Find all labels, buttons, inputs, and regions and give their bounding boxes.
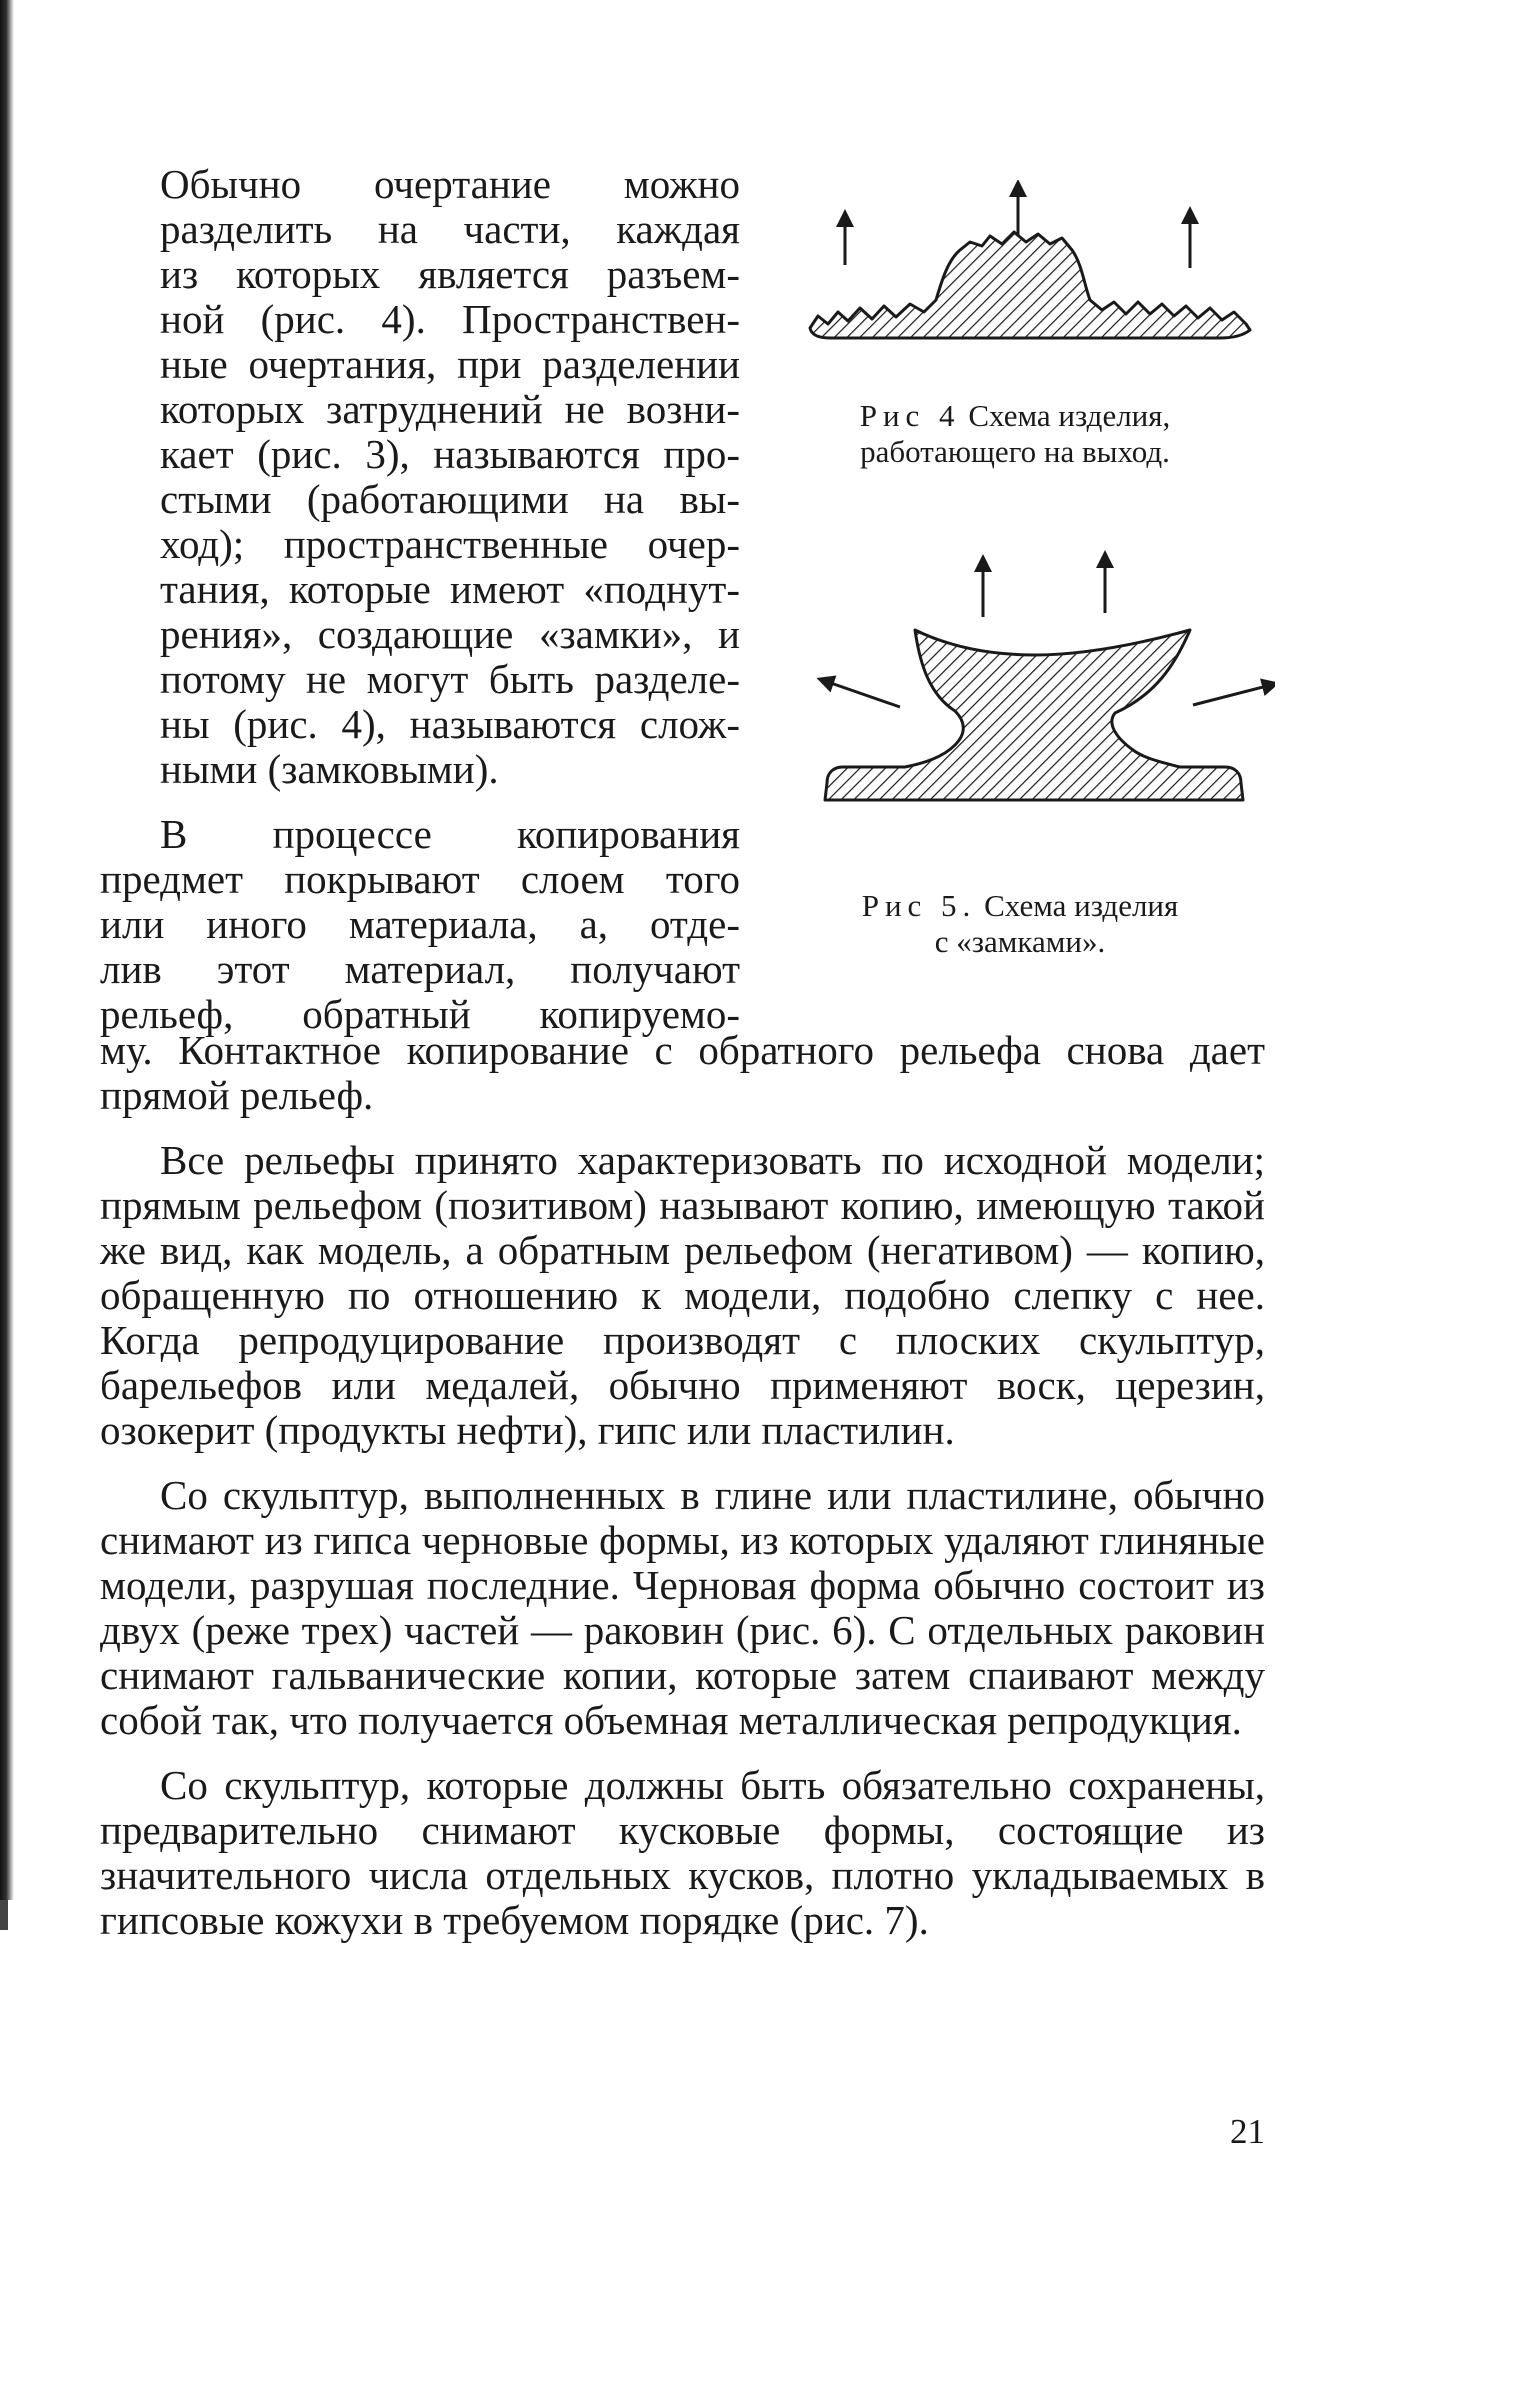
paragraph-2-continuation: му. Контактное копирование с обратного рельефа снова дает прямой рельеф. [100, 1027, 1265, 1118]
figure-5-caption-line1 [780, 888, 1260, 924]
figure-4-diagram [800, 180, 1260, 350]
text-line: рения», создающие «замки», и [160, 611, 740, 657]
figure-5-diagram [815, 545, 1275, 815]
figure-4-caption [775, 398, 1255, 470]
full-width-text [100, 1028, 1265, 1943]
page-number: 21 [1230, 2112, 1265, 2151]
figure-5-label: Рис 5. [861, 888, 977, 923]
text-line: рельеф, обратный копируемо- [100, 991, 740, 1037]
arrow-diagonal-left [825, 681, 900, 707]
figure-4-title: Схема изделия, [968, 398, 1171, 433]
figure-4-caption-line2: работающего на выход. [860, 434, 1170, 469]
figure-4-label: Рис 4 [859, 398, 961, 433]
figure-4-caption-line1 [775, 398, 1255, 434]
text-line: разделить на части, каждая [160, 206, 740, 252]
text-line: лив этот материал, получают [100, 946, 740, 992]
figure-4-shape [810, 232, 1250, 338]
paragraph-4: Со скульптур, выполненных в глине или пластилине, обычно снимают из гипса черновые формы, из которых удаляют глиняные модели, разрушая последние. Черновая форма обычно состоит из двух (реже трех) частей — раковин (рис. 6). С отдельных раковин снимают гальванические копии, которые затем спаивают между собой так, что получается объемная металлическая репродукция. [100, 1472, 1265, 1743]
arrow-diagonal-right [1193, 685, 1271, 705]
figure-5-caption [780, 888, 1260, 960]
text-line: ны (рис. 4), называются слож- [160, 701, 740, 747]
text-line: из которых является разъем- [160, 251, 740, 297]
figure-5-caption-line2: с «замками». [934, 924, 1106, 959]
left-column-text [100, 162, 740, 1037]
paragraph-1 [100, 162, 740, 792]
paragraph-5: Со скульптур, которые должны быть обязательно сохранены, предварительно снимают кусковые формы, состоящие из значительного числа отдельных кусков, плотно укладываемых в гипсовые кожухи в требуемом порядке (рис. 7). [100, 1762, 1265, 1943]
paragraph-2 [100, 812, 740, 1037]
text-line: стыми (работающими на вы- [160, 476, 740, 522]
text-line: которых затруднений не возни- [160, 386, 740, 432]
paragraph-3: Все рельефы принято характеризовать по исходной модели; прямым рельефом (позитивом) называют копию, имеющую такой же вид, как модель, а обратным рельефом (негативом) — копию, обращенную по отношению к модели, подобно слепку с нее. Когда репродуцирование производят с плоских скульптур, барельефов или медалей, обычно применяют воск, церезин, озокерит (продукты нефти), гипс или пластилин. [100, 1137, 1265, 1453]
text-line: кает (рис. 3), называются про- [160, 431, 740, 477]
text-line: тания, которые имеют «поднут- [160, 566, 740, 612]
text-line: В процессе копирования [160, 811, 740, 857]
text-line: или иного материала, а, отде- [100, 901, 740, 947]
text-line: предмет покрывают слоем того [100, 856, 740, 902]
text-line: ход); пространственные очер- [160, 521, 740, 567]
figure-5-title: Схема изделия [984, 888, 1179, 923]
page-binding-edge [0, 0, 30, 2407]
text-line: ной (рис. 4). Пространствен- [160, 296, 740, 342]
text-line: потому не могут быть разделе- [160, 656, 740, 702]
text-line: ными (замковыми). [160, 746, 499, 792]
text-line: ные очертания, при разделении [160, 341, 740, 387]
text-line: Обычно очертание можно [160, 161, 740, 207]
figure-5-shape [825, 630, 1243, 800]
